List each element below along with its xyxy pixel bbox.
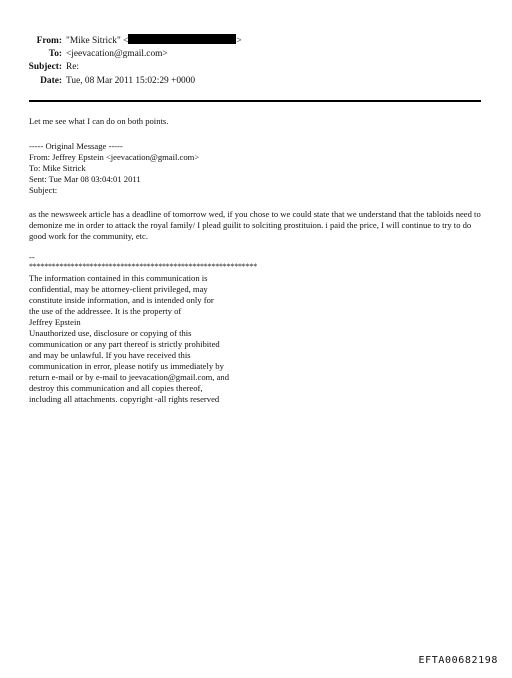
disclaimer-line: including all attachments. copyright -all rights reserved	[29, 394, 220, 404]
from-name: "Mike Sitrick" <	[66, 36, 129, 46]
original-subject: Subject:	[29, 185, 58, 195]
signature-dashes: --	[29, 252, 35, 262]
header-divider	[29, 100, 481, 102]
original-to: To: Mike Sitrick	[29, 163, 86, 173]
disclaimer-line: constitute inside information, and is intended only for	[29, 295, 214, 305]
from-value	[66, 36, 242, 46]
to-row	[0, 48, 168, 60]
message-paragraph: as the newsweek article has a deadline of tomorrow wed, if you chose to we could state that we understand that the tabloids need to demonize me in order to attack the royal family/ I plead guilit to solciting prostituion. i paid the price, I will continue to try to do good work for the community, etc.	[29, 209, 481, 241]
subject-label: Subject:	[28, 62, 62, 72]
reply-line: Let me see what I can do on both points.	[29, 116, 169, 126]
from-label: From:	[36, 36, 62, 46]
redaction-box	[128, 34, 236, 44]
subject-row	[0, 61, 79, 73]
subject-value: Re:	[66, 62, 80, 72]
from-suffix: >	[236, 36, 242, 46]
original-sent: Sent: Tue Mar 08 03:04:01 2011	[29, 174, 141, 184]
date-label: Date:	[40, 76, 62, 86]
disclaimer-line: communication in error, please notify us immediately by	[29, 361, 224, 371]
to-label: To:	[48, 49, 62, 59]
disclaimer-line: Jeffrey Epstein	[29, 317, 81, 327]
original-message-marker: ----- Original Message -----	[29, 141, 123, 151]
date-row	[0, 75, 195, 87]
original-from: From: Jeffrey Epstein <jeevacation@gmail.com>	[29, 152, 200, 162]
from-row	[0, 34, 242, 47]
disclaimer-line: the use of the addressee. It is the property of	[29, 306, 182, 316]
disclaimer-line: Unauthorized use, disclosure or copying of this	[29, 328, 192, 338]
disclaimer-line: confidential, may be attorney-client privileged, may	[29, 284, 208, 294]
disclaimer-line: and may be unlawful. If you have received this	[29, 350, 191, 360]
disclaimer-line: return e-mail or by e-mail to jeevacation@gmail.com, and	[29, 372, 230, 382]
to-value: <jeevacation@gmail.com>	[66, 49, 168, 59]
disclaimer-line: The information contained in this communication is	[29, 273, 208, 283]
star-separator: ************************************************************	[29, 262, 258, 271]
disclaimer-line: destroy this communication and all copies thereof,	[29, 383, 203, 393]
disclaimer-line: communication or any part thereof is strictly prohibited	[29, 339, 220, 349]
date-value: Tue, 08 Mar 2011 15:02:29 +0000	[66, 76, 196, 86]
bates-number: EFTA00682198	[418, 655, 498, 666]
